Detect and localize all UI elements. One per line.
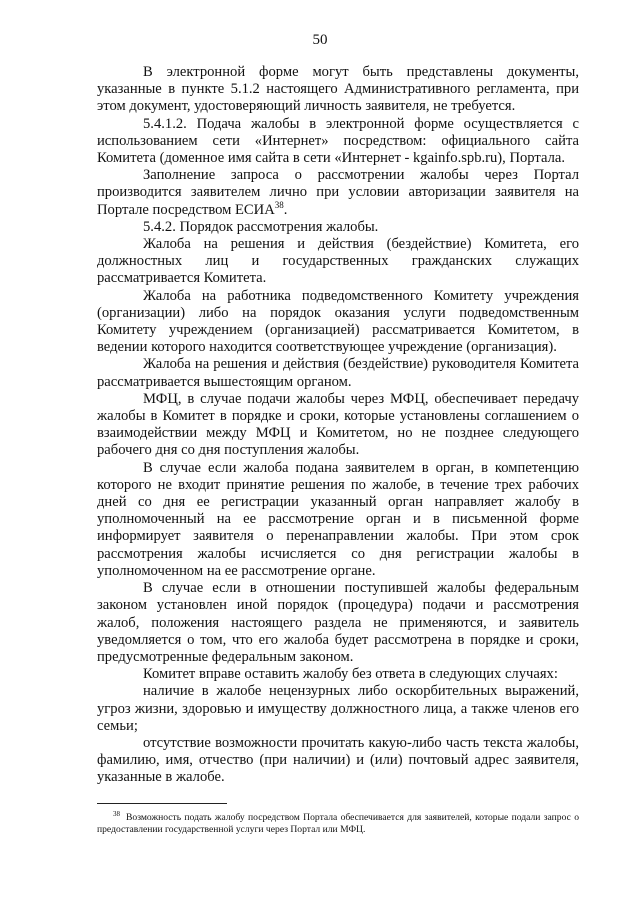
paragraph: отсутствие возможности прочитать какую-либо часть текста жалобы, фамилию, имя, отчество (при наличии) и (или) почтовый адрес заявителя, указанные в жалобе. [97, 734, 579, 786]
footnote-text: Возможность подать жалобу посредством Портала обеспечивается для заявителей, которые подали запрос о предоставлении государственной услуги через Портал или МФЦ. [97, 812, 579, 836]
paragraph-esia-text: Заполнение запроса о рассмотрении жалобы через Портал производится заявителем лично при условии авторизации заявителя на Портале посредством ЕСИА [97, 167, 579, 218]
paragraph: 5.4.2. Порядок рассмотрения жалобы. [143, 218, 379, 235]
footnote-divider [97, 803, 227, 804]
body-text [97, 64, 579, 787]
footnote [97, 808, 579, 836]
paragraph: Жалоба на решения и действия (бездействие) руководителя Комитета рассматривается вышестоящим органом. [97, 356, 579, 390]
paragraph: 5.4.1.2. Подача жалобы в электронной форме осуществляется с использованием сети «Интернет» посредством: официального сайта Комитета (доменное имя сайта в сети «Интернет - kgainfo.spb.ru), Портала. [97, 115, 579, 167]
paragraph: В электронной форме могут быть представлены документы, указанные в пункте 5.1.2 настоящего Административного регламента, при этом документ, удостоверяющий личность заявителя, не требуется. [97, 64, 579, 115]
paragraph: наличие в жалобе нецензурных либо оскорбительных выражений, угроз жизни, здоровью и имуществу должностного лица, а также членов его семьи; [97, 683, 579, 734]
paragraph: Жалоба на работника подведомственного Комитету учреждения (организации) либо на порядок оказания услуги подведомственным Комитету учреждением (организацией) рассматривается Комитетом, в ведении которого находится соответствующее учреждение (организация). [97, 287, 579, 356]
paragraph-esia-end: . [283, 201, 288, 218]
paragraph-esia [97, 167, 579, 219]
page-number: 50 [312, 32, 328, 48]
paragraph: Комитет вправе оставить жалобу без ответа в следующих случаях: [143, 666, 558, 683]
paragraph: В случае если в отношении поступившей жалобы федеральным законом установлен иной порядок (процедура) подачи и рассмотрения жалоб, положения настоящего раздела не применяются, и заявитель уведомляется о том, что его жалоба будет рассмотрена в порядке и сроки, предусмотренные федеральным законом. [97, 580, 579, 665]
paragraph: МФЦ, в случае подачи жалобы через МФЦ, обеспечивает передачу жалобы в Комитет в порядке и сроки, которые установлены соглашением о взаимодействии между МФЦ и Комитетом, но не позднее следующего рабочего дня со дня поступления жалобы. [97, 390, 579, 459]
footnote-mark: 38 [113, 810, 120, 818]
paragraph: Жалоба на решения и действия (бездействие) Комитета, его должностных лиц и государственных гражданских служащих рассматривается Комитета. [97, 236, 579, 287]
footnote-reference: 38 [274, 199, 284, 210]
paragraph: В случае если жалоба подана заявителем в орган, в компетенцию которого не входит принятие решения по жалобе, в течение трех рабочих дней со дня ее регистрации указанный орган направляет жалобу в уполномоченный на ее рассмотрение орган и в письменной форме информирует заявителя о перенаправлении жалобы. При этом срок рассмотрения жалобы исчисляется со дня регистрации жалобы в уполномоченном на ее рассмотрение органе. [97, 459, 579, 579]
